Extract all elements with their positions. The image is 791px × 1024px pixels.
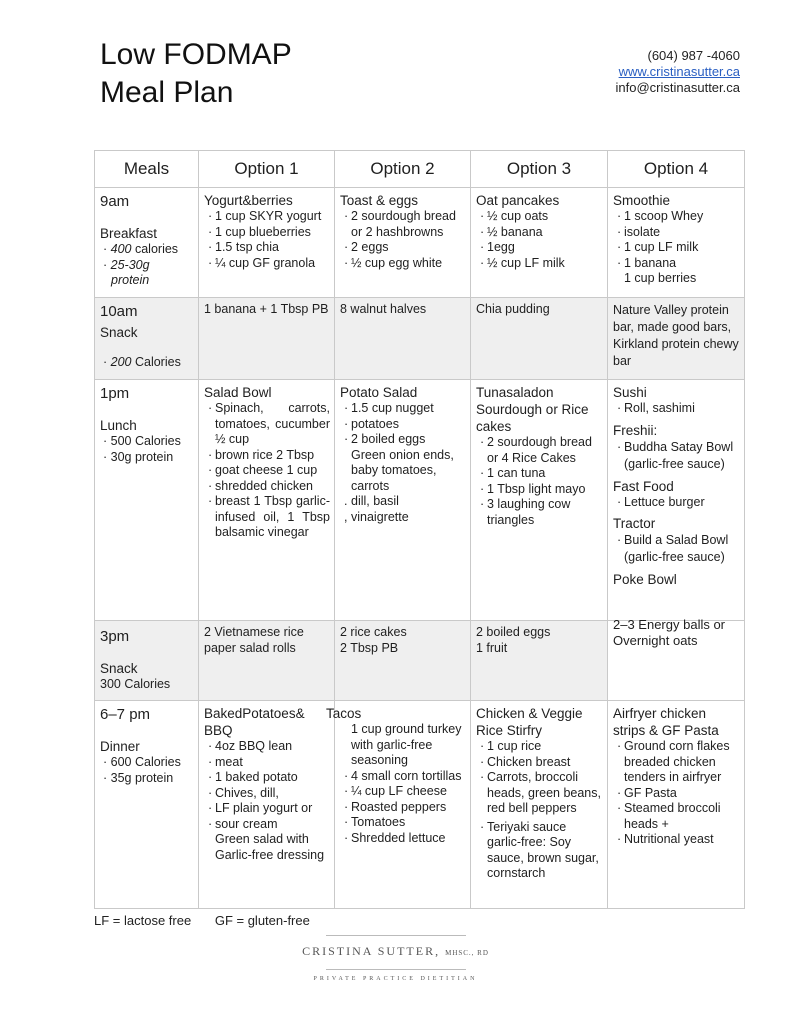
- list-item: · 1 cup SKYR yogurt: [208, 209, 330, 225]
- table-header-row: [95, 151, 745, 188]
- option-cell: [326, 701, 471, 909]
- list-item: · 1egg: [480, 240, 603, 256]
- title-line-1: Low FODMAP: [100, 38, 292, 71]
- meal-note: · 500 Calories: [103, 434, 181, 448]
- ingredient-list: [613, 439, 740, 473]
- column-header-option-1: Option 1: [199, 151, 335, 188]
- website-link[interactable]: www.cristinasutter.ca: [618, 64, 740, 79]
- list-item: · Roasted peppers: [344, 800, 466, 816]
- ingredient-list: [613, 495, 740, 511]
- list-item: · 1 scoop Whey: [617, 209, 740, 225]
- ingredient-list: [204, 401, 330, 541]
- list-item: · Tomatoes: [344, 815, 466, 831]
- meal-note: · 200 Calories: [103, 355, 181, 369]
- ingredient-list: [613, 401, 740, 417]
- list-item: · ½ cup LF milk: [480, 256, 603, 272]
- option-title: Tunasaladon Sourdough or Rice cakes: [476, 385, 589, 434]
- calorie-unit: Calories: [131, 355, 181, 369]
- brand-footer: [0, 935, 791, 982]
- ingredient-list: [340, 722, 466, 846]
- list-item: · Lettuce burger: [617, 495, 740, 511]
- list-item: · Buddha Satay Bowl (garlic-free sauce): [617, 439, 740, 473]
- list-item: · ¼ cup LF cheese: [344, 784, 466, 800]
- option-title: BakedPotatoes&: [204, 706, 305, 721]
- restaurant-sushi: Sushi: [613, 385, 647, 400]
- protein-value: 25-30g: [110, 257, 150, 272]
- page-title: [100, 36, 292, 112]
- list-item: · 1 baked potato: [208, 770, 330, 786]
- calorie-text: 500 Calories: [110, 434, 181, 448]
- brand-name-text: CRISTINA SUTTER,: [302, 944, 441, 958]
- protein-label: protein: [111, 273, 150, 287]
- brand-divider: [326, 935, 466, 936]
- meal-time: 1pm: [100, 385, 130, 402]
- option-text: 2 rice cakes 2 Tbsp PB: [340, 625, 407, 655]
- list-item: , vinaigrette: [344, 510, 466, 526]
- ingredient-list: [476, 739, 603, 882]
- list-item: · shredded chicken: [208, 479, 330, 495]
- option-title: Airfryer chicken strips & GF Pasta: [613, 706, 719, 738]
- option-title: Tacos: [326, 706, 362, 721]
- meal-note: · 25-30g: [103, 257, 150, 272]
- list-item: · ½ cup egg white: [344, 256, 466, 272]
- meal-cell-snack: [95, 621, 199, 701]
- list-item: 1 cup berries: [624, 271, 697, 285]
- option-title: Salad Bowl: [204, 385, 272, 400]
- table-row-dinner: [95, 701, 745, 909]
- option-text: Chia pudding: [476, 302, 550, 316]
- brand-credentials: MHSC., RD: [445, 949, 489, 957]
- calorie-value: 400: [110, 242, 132, 256]
- option-cell: [335, 188, 471, 298]
- option-cell: [608, 298, 745, 380]
- list-item: · Teriyaki sauce garlic-free: Soy sauce, brown sugar, cornstarch: [480, 820, 603, 882]
- option-cell: [199, 298, 335, 380]
- restaurant-freshii: Freshii:: [613, 422, 658, 438]
- list-item: Green onion ends, baby tomatoes, carrots: [351, 447, 454, 493]
- meal-time: 10am: [100, 303, 138, 320]
- meal-note: · 35g protein: [103, 770, 174, 785]
- list-item: · 1.5 cup nugget: [344, 401, 466, 417]
- option-cell: [608, 617, 745, 701]
- option-title-line-2: BBQ: [204, 723, 233, 738]
- option-cell: [471, 380, 608, 621]
- list-item: · 1.5 tsp chia: [208, 240, 330, 256]
- list-item: · Shredded lettuce: [344, 831, 466, 847]
- list-item: · Build a Salad Bowl (garlic-free sauce): [617, 532, 740, 566]
- option-title: Oat pancakes: [476, 193, 560, 208]
- column-header-option-2: Option 2: [335, 151, 471, 188]
- table-row-lunch: [95, 380, 745, 621]
- list-item: · LF plain yogurt or: [208, 801, 330, 817]
- list-item: · ½ banana: [480, 225, 603, 241]
- ingredient-list: [613, 532, 740, 566]
- restaurant-poke-bowl: Poke Bowl: [613, 572, 677, 587]
- ingredient-list: [476, 435, 603, 528]
- list-item: Green salad with Garlic-free dressing: [215, 832, 325, 862]
- option-cell: [199, 621, 335, 701]
- list-item: · Chicken breast: [480, 755, 603, 771]
- option-cell: [335, 298, 471, 380]
- list-item: · 2 boiled eggs: [344, 432, 466, 448]
- meal-name: Dinner: [100, 739, 140, 754]
- ingredient-list: [613, 209, 740, 287]
- list-item: · 1 cup blueberries: [208, 225, 330, 241]
- list-item: · 1 can tuna: [480, 466, 603, 482]
- list-item: 1 cup ground turkey with garlic-free seasoning: [351, 722, 462, 767]
- list-item: · 1 Tbsp light mayo: [480, 482, 603, 498]
- ingredient-list: [476, 209, 603, 271]
- list-item: · 2 sourdough bread or 2 hashbrowns: [344, 209, 466, 240]
- legend-gluten-free: GF = gluten-free: [214, 913, 310, 928]
- list-item: . dill, basil: [344, 494, 466, 510]
- phone-number: (604) 987 -4060: [647, 48, 740, 63]
- list-item: · 4oz BBQ lean: [208, 739, 330, 755]
- list-item: · 4 small corn tortillas: [344, 769, 466, 785]
- list-item: · Ground corn flakes breaded chicken tenders in airfryer: [617, 739, 740, 786]
- list-item: · Spinach, carrots, tomatoes, cucumber ½ cup: [208, 401, 330, 448]
- protein-text: 30g protein: [110, 449, 174, 464]
- ingredient-list: [613, 739, 740, 848]
- restaurant-tractor: Tractor: [613, 516, 656, 531]
- legend-lactose-free: LF = lactose free: [94, 913, 192, 928]
- table-row-breakfast: [95, 188, 745, 298]
- option-cell: [471, 298, 608, 380]
- list-item: · GF Pasta: [617, 786, 740, 802]
- option-cell: [199, 188, 335, 298]
- meal-cell-snack: [95, 298, 199, 380]
- meal-note: [100, 273, 194, 289]
- brand-divider: [326, 969, 466, 970]
- ingredient-list: [204, 739, 330, 863]
- column-header-meals: Meals: [95, 151, 199, 188]
- list-item: · ½ cup oats: [480, 209, 603, 225]
- meal-cell-lunch: [95, 380, 199, 621]
- list-item: · 3 laughing cow triangles: [480, 497, 603, 528]
- option-title: Chicken & Veggie Rice Stirfry: [476, 706, 583, 738]
- abbreviation-legend: [94, 913, 330, 928]
- list-item: · Steamed broccoli heads +: [617, 801, 740, 832]
- ingredient-list: [340, 209, 466, 271]
- list-item: · 1 banana: [617, 256, 740, 272]
- option-cell: [471, 701, 608, 909]
- list-item: · goat cheese 1 cup: [208, 463, 330, 479]
- meal-note: · 600 Calories: [103, 755, 181, 769]
- list-item: · brown rice 2 Tbsp: [208, 448, 330, 464]
- list-item: · 1 cup LF milk: [617, 240, 740, 256]
- list-item: · breast 1 Tbsp garlic-infused oil, 1 Tbsp balsamic vinegar: [208, 494, 330, 541]
- option-cell: [199, 701, 335, 909]
- meal-note: 300 Calories: [100, 677, 171, 691]
- ingredient-list: [340, 401, 466, 525]
- option-title: Toast & eggs: [340, 193, 419, 208]
- meal-note: · 30g protein: [103, 449, 174, 464]
- list-item: · 2 sourdough bread or 4 Rice Cakes: [480, 435, 603, 466]
- list-item: · Nutritional yeast: [617, 832, 740, 848]
- restaurant-fast-food: Fast Food: [613, 478, 674, 494]
- meal-name: Snack: [100, 325, 138, 340]
- option-title: Potato Salad: [340, 385, 418, 400]
- option-text: 2–3 Energy balls or Overnight oats: [613, 617, 726, 648]
- option-cell: [335, 380, 471, 621]
- option-cell: [608, 380, 745, 621]
- option-text: 8 walnut halves: [340, 302, 427, 316]
- option-text: 1 banana + 1 Tbsp PB: [204, 302, 329, 316]
- meal-name: Snack: [100, 661, 138, 676]
- table-row-snack-afternoon: [95, 621, 745, 701]
- option-cell: [471, 188, 608, 298]
- meal-plan-table: [94, 150, 745, 909]
- list-item: · 2 eggs: [344, 240, 466, 256]
- option-cell: [199, 380, 335, 621]
- list-item: · 1 cup rice: [480, 739, 603, 755]
- option-cell: [608, 188, 745, 298]
- meal-cell-dinner: [95, 701, 199, 909]
- option-cell: [471, 621, 608, 701]
- meal-time: 9am: [100, 193, 130, 210]
- ingredient-list: [204, 209, 330, 271]
- contact-block: [616, 48, 740, 96]
- option-text: 2 boiled eggs 1 fruit: [476, 625, 551, 655]
- option-title: Smoothie: [613, 193, 671, 208]
- list-item: · Carrots, broccoli heads, green beans, red bell peppers: [480, 770, 603, 817]
- list-item: · ¼ cup GF granola: [208, 256, 330, 272]
- title-line-2: Meal Plan: [100, 76, 234, 109]
- email-address[interactable]: info@cristinasutter.ca: [615, 80, 740, 95]
- meal-name: Lunch: [100, 418, 137, 433]
- brand-tagline: PRIVATE PRACTICE DIETITIAN: [313, 976, 478, 982]
- option-text: Nature Valley protein bar, made good bars, Kirkland protein chewy bar: [613, 303, 739, 368]
- list-item: · meat: [208, 755, 330, 771]
- list-item: · isolate: [617, 225, 740, 241]
- brand-name: [0, 944, 791, 959]
- list-item: · sour cream: [208, 817, 330, 833]
- meal-name: Breakfast: [100, 226, 158, 241]
- meal-time: 3pm: [100, 628, 130, 645]
- table-row-snack-morning: [95, 298, 745, 380]
- option-text: 2 Vietnamese rice paper salad rolls: [204, 625, 304, 655]
- option-cell: [608, 701, 745, 909]
- calorie-unit: calories: [131, 242, 179, 256]
- option-title: Yogurt&berries: [204, 193, 293, 208]
- protein-text: 35g protein: [110, 770, 174, 785]
- column-header-option-3: Option 3: [471, 151, 608, 188]
- column-header-option-4: Option 4: [608, 151, 745, 188]
- meal-cell-breakfast: [95, 188, 199, 298]
- list-item: · Roll, sashimi: [617, 401, 740, 417]
- calorie-value: 200: [110, 355, 132, 369]
- list-item: · Chives, dill,: [208, 786, 330, 802]
- list-item: · potatoes: [344, 417, 466, 433]
- option-cell: [335, 621, 471, 701]
- calorie-text: 600 Calories: [110, 755, 181, 769]
- meal-time: 6–7 pm: [100, 706, 151, 723]
- meal-note: · 400 calories: [103, 242, 179, 256]
